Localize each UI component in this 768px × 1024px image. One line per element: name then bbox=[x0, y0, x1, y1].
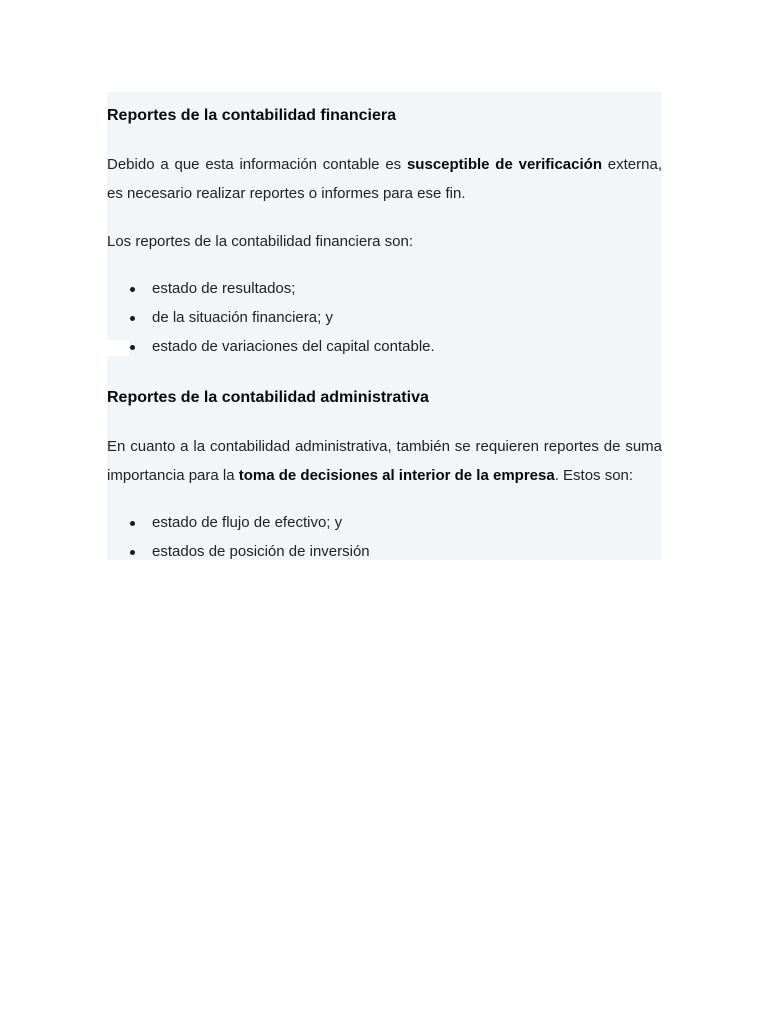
content-block bbox=[107, 92, 662, 560]
bullet-icon bbox=[130, 345, 135, 350]
list-item-text: estado de resultados; bbox=[152, 280, 296, 297]
paragraph-text: externa, es necesario realizar reportes o informes para ese fin. bbox=[107, 156, 662, 202]
list-item-text: de la situación financiera; y bbox=[152, 309, 333, 326]
section-heading-financiera: Reportes de la contabilidad financiera bbox=[107, 107, 396, 124]
paragraph-reportes-intro: Los reportes de la contabilidad financiera son: bbox=[107, 233, 414, 250]
section-heading-administrativa: Reportes de la contabilidad administrativa bbox=[107, 389, 429, 406]
bullet-icon bbox=[130, 287, 135, 292]
list-item-text: estado de flujo de efectivo; y bbox=[152, 514, 343, 531]
paragraph-verificacion bbox=[107, 150, 662, 208]
bold-phrase: susceptible de verificación bbox=[406, 156, 602, 173]
paragraph-decisiones bbox=[107, 432, 662, 490]
bullet-icon bbox=[130, 316, 135, 321]
background-notch bbox=[107, 340, 129, 356]
bullet-icon bbox=[130, 521, 135, 526]
list-item-text: estados de posición de inversión bbox=[152, 543, 370, 560]
bullet-icon bbox=[130, 550, 135, 555]
paragraph-text: . Estos son: bbox=[554, 467, 634, 484]
bold-phrase: toma de decisiones al interior de la empresa bbox=[238, 467, 555, 484]
list-item-text: estado de variaciones del capital contable. bbox=[152, 338, 435, 355]
paragraph-text: En cuanto a la contabilidad administrativa, también se requieren reportes de suma importancia para la bbox=[107, 438, 662, 484]
paragraph-text: Debido a que esta información contable es bbox=[107, 156, 407, 173]
